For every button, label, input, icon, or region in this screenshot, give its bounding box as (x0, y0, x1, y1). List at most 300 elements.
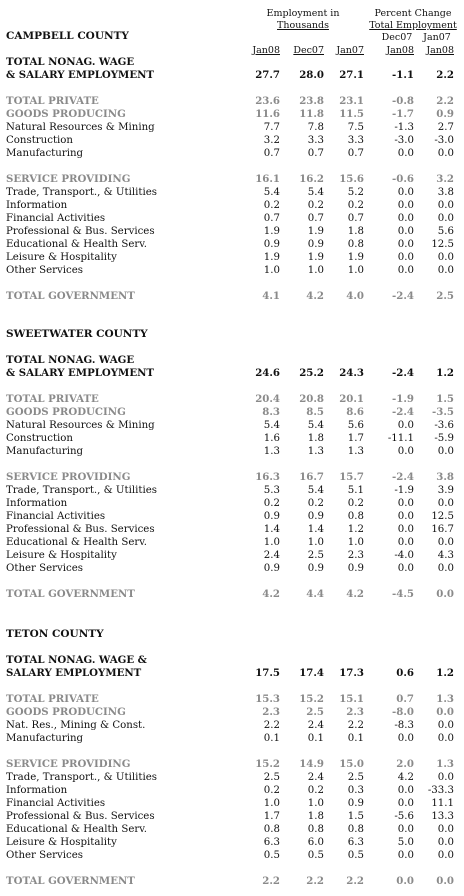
row-value: 2.4 (307, 720, 324, 731)
row-label: Educational & Health Serv. (6, 537, 148, 548)
table-row (6, 173, 456, 186)
row-label: Professional & Bus. Services (6, 524, 155, 535)
row-value: -3.0 (394, 135, 414, 146)
row-value: 5.4 (263, 187, 280, 198)
row-value: 2.7 (437, 122, 454, 133)
row-value: 0.0 (397, 200, 414, 211)
row-label: SERVICE PROVIDING (6, 471, 131, 483)
row-value: 7.7 (263, 122, 280, 133)
row-value: 7.5 (347, 122, 364, 133)
row-value: 27.1 (339, 69, 364, 81)
table-row (6, 836, 456, 849)
row-value: -8.0 (392, 706, 414, 718)
row-value: 1.9 (263, 226, 280, 237)
row-value: 0.1 (307, 733, 324, 744)
row-label: Educational & Health Serv. (6, 824, 148, 835)
row-value: 0.0 (436, 875, 454, 887)
row-value: 1.9 (347, 252, 364, 263)
row-value: 0.1 (347, 733, 364, 744)
row-label: SERVICE PROVIDING (6, 758, 131, 770)
row-value: -0.8 (392, 95, 414, 107)
row-value: 13.3 (431, 811, 454, 822)
row-value: 0.2 (347, 498, 364, 509)
row-value: 23.8 (299, 95, 324, 107)
row-value: 2.2 (347, 720, 364, 731)
row-value: 0.0 (397, 785, 414, 796)
row-value: -2.4 (392, 290, 414, 302)
table-row (6, 238, 456, 251)
row-value: 0.8 (347, 824, 364, 835)
table-row (6, 186, 456, 199)
row-value: 0.0 (397, 824, 414, 835)
row-value: -33.3 (427, 785, 454, 796)
row-value: 1.3 (436, 758, 454, 770)
row-value: 1.3 (307, 446, 324, 457)
row-value: 15.2 (255, 758, 280, 770)
row-value: 2.2 (436, 69, 454, 81)
row-label: Financial Activities (6, 798, 106, 809)
row-value: 1.3 (263, 446, 280, 457)
row-value: -2.4 (392, 367, 414, 379)
row-value: -5.9 (434, 433, 454, 444)
row-value: 2.3 (346, 706, 364, 718)
row-value: 2.4 (263, 550, 280, 561)
table-row (6, 290, 456, 303)
table-row (6, 445, 456, 458)
row-value: 2.3 (347, 550, 364, 561)
row-value: 16.1 (255, 173, 280, 185)
table-row (6, 797, 456, 810)
table-row (6, 784, 456, 797)
row-label: TOTAL GOVERNMENT (6, 875, 135, 887)
row-value: 20.8 (299, 393, 324, 405)
row-value: 0.0 (397, 524, 414, 535)
row-value: 4.2 (262, 588, 280, 600)
row-value: 1.0 (347, 265, 364, 276)
row-value: -1.1 (392, 69, 414, 81)
row-value: 5.2 (347, 187, 364, 198)
row-value: 0.0 (437, 720, 454, 731)
row-value: 0.8 (263, 824, 280, 835)
spacer-row (6, 680, 456, 693)
row-value: 1.4 (307, 524, 324, 535)
table-row (6, 588, 456, 601)
row-value: 2.3 (262, 706, 280, 718)
row-value: 1.0 (307, 537, 324, 548)
row-value: 28.0 (299, 69, 324, 81)
row-value: 6.3 (263, 837, 280, 848)
row-value: 0.7 (263, 213, 280, 224)
row-value: 1.8 (307, 433, 324, 444)
row-value: 0.6 (396, 667, 414, 679)
row-label: TOTAL PRIVATE (6, 95, 99, 107)
row-value: 0.9 (307, 511, 324, 522)
row-label: Construction (6, 433, 73, 444)
row-value: 0.0 (397, 537, 414, 548)
row-value: 8.5 (306, 406, 324, 418)
row-value: 3.8 (436, 471, 454, 483)
table-row (6, 406, 456, 419)
spacer-row (6, 862, 456, 875)
row-label: Leisure & Hospitality (6, 550, 117, 561)
percent-change-line1: Percent Change (374, 8, 452, 19)
row-value: 27.7 (255, 69, 280, 81)
table-row (6, 225, 456, 238)
row-value: 0.0 (397, 498, 414, 509)
row-value: 0.2 (263, 498, 280, 509)
row-label: Nat. Res., Mining & Const. (6, 720, 146, 731)
row-value: 0.0 (437, 563, 454, 574)
row-value: 1.6 (263, 433, 280, 444)
row-value: 5.4 (307, 187, 324, 198)
row-value: 0.0 (397, 511, 414, 522)
row-value: 4.2 (306, 290, 324, 302)
row-value: 4.2 (346, 588, 364, 600)
employment-header (258, 8, 348, 32)
row-value: 24.6 (255, 367, 280, 379)
table-row (6, 771, 456, 784)
row-value: -1.9 (392, 393, 414, 405)
col-header-jan07: Jan07 (336, 45, 364, 56)
row-label: SALARY EMPLOYMENT (6, 667, 142, 679)
table-row (6, 108, 456, 121)
row-value: 0.7 (307, 148, 324, 159)
row-label: Natural Resources & Mining (6, 122, 155, 133)
row-value: 0.7 (307, 213, 324, 224)
row-value: 0.0 (397, 265, 414, 276)
percent-change-header (366, 8, 460, 32)
row-label: TOTAL NONAG. WAGE (6, 354, 135, 366)
row-value: 0.0 (437, 213, 454, 224)
row-value: 1.9 (307, 226, 324, 237)
table-row (6, 810, 456, 823)
row-value: 3.2 (436, 173, 454, 185)
row-label: TOTAL GOVERNMENT (6, 588, 135, 600)
table-row (6, 562, 456, 575)
row-value: 0.0 (437, 265, 454, 276)
row-label: GOODS PRODUCING (6, 108, 126, 120)
row-value: 2.2 (346, 875, 364, 887)
row-label: TOTAL PRIVATE (6, 393, 99, 405)
row-value: 0.0 (437, 850, 454, 861)
row-value: 1.4 (263, 524, 280, 535)
table-row (6, 134, 456, 147)
row-value: 0.0 (437, 148, 454, 159)
row-value: 0.8 (347, 511, 364, 522)
row-value: 4.0 (346, 290, 364, 302)
row-value: 24.3 (339, 367, 364, 379)
row-value: 1.7 (263, 811, 280, 822)
row-value: 1.0 (263, 537, 280, 548)
table-row (6, 484, 456, 497)
row-value: 1.0 (307, 265, 324, 276)
row-value: 0.7 (347, 213, 364, 224)
row-value: 5.6 (437, 226, 454, 237)
row-value: 23.6 (255, 95, 280, 107)
row-label: TOTAL NONAG. WAGE & (6, 654, 147, 666)
row-value: 0.2 (307, 200, 324, 211)
row-value: 0.9 (263, 563, 280, 574)
row-value: 20.1 (339, 393, 364, 405)
table-row (6, 823, 456, 836)
row-value: 3.3 (307, 135, 324, 146)
row-label: Manufacturing (6, 733, 84, 744)
row-value: 1.0 (263, 798, 280, 809)
row-value: -8.3 (394, 720, 414, 731)
col-header-pct-jan08-b: Jan08 (426, 45, 454, 56)
row-value: 6.3 (347, 837, 364, 848)
row-label: Educational & Health Serv. (6, 239, 148, 250)
row-value: 0.9 (436, 108, 454, 120)
row-value: 0.9 (263, 239, 280, 250)
county-title: SWEETWATER COUNTY (6, 328, 148, 340)
table-row (6, 264, 456, 277)
row-label: Information (6, 498, 68, 509)
employment-header-line2: Thousands (277, 20, 329, 31)
row-value: 12.5 (431, 511, 454, 522)
row-value: 0.2 (307, 498, 324, 509)
row-value: 0.0 (437, 498, 454, 509)
row-value: 7.8 (307, 122, 324, 133)
row-value: -0.6 (392, 173, 414, 185)
row-value: 0.9 (347, 798, 364, 809)
row-value: 12.5 (431, 239, 454, 250)
row-value: -2.4 (392, 471, 414, 483)
row-value: 5.1 (347, 485, 364, 496)
row-value: 0.0 (397, 733, 414, 744)
row-value: 2.4 (307, 772, 324, 783)
row-value: -1.3 (394, 122, 414, 133)
row-value: 0.0 (397, 798, 414, 809)
row-label: Natural Resources & Mining (6, 420, 155, 431)
row-label: Other Services (6, 265, 83, 276)
row-value: -3.5 (432, 406, 454, 418)
spacer-row (6, 82, 456, 95)
row-value: -3.0 (434, 135, 454, 146)
row-value: 0.2 (307, 785, 324, 796)
col-header-pct-jan08-a: Jan08 (386, 45, 414, 56)
row-value: 3.9 (437, 485, 454, 496)
row-value: 0.5 (307, 850, 324, 861)
row-value: 4.4 (306, 588, 324, 600)
table-row (6, 367, 456, 380)
county-title: TETON COUNTY (6, 628, 104, 640)
row-value: 0.0 (397, 252, 414, 263)
row-value: 2.2 (436, 95, 454, 107)
row-value: 1.3 (436, 693, 454, 705)
row-value: 0.0 (437, 733, 454, 744)
row-value: 0.0 (437, 446, 454, 457)
row-value: 15.1 (339, 693, 364, 705)
row-label: Other Services (6, 850, 83, 861)
table-row (6, 354, 456, 367)
row-value: 0.7 (347, 148, 364, 159)
table-row (6, 536, 456, 549)
row-label: Trade, Transport., & Utilities (6, 772, 157, 783)
row-label: TOTAL GOVERNMENT (6, 290, 135, 302)
row-value: 2.5 (306, 706, 324, 718)
row-label: & SALARY EMPLOYMENT (6, 69, 154, 81)
row-value: -1.9 (394, 485, 414, 496)
percent-change-line2: Total Employment (369, 20, 457, 31)
row-value: 0.9 (307, 239, 324, 250)
table-row (6, 419, 456, 432)
row-value: 0.5 (263, 850, 280, 861)
row-value: 17.3 (339, 667, 364, 679)
row-value: 0.0 (437, 837, 454, 848)
row-value: 2.5 (436, 290, 454, 302)
row-label: SERVICE PROVIDING (6, 173, 131, 185)
row-value: 16.7 (431, 524, 454, 535)
county-title: CAMPBELL COUNTY (6, 30, 129, 42)
row-value: 11.8 (299, 108, 324, 120)
row-value: 17.4 (299, 667, 324, 679)
row-value: 15.7 (339, 471, 364, 483)
table-row (6, 147, 456, 160)
row-value: 0.0 (397, 226, 414, 237)
spacer-row (6, 745, 456, 758)
row-value: 0.0 (397, 420, 414, 431)
row-label: Manufacturing (6, 446, 84, 457)
table-row (6, 121, 456, 134)
row-value: 11.6 (255, 108, 280, 120)
row-value: 1.9 (307, 252, 324, 263)
table-row (6, 251, 456, 264)
row-value: 2.2 (263, 720, 280, 731)
row-label: Construction (6, 135, 73, 146)
table-row (6, 56, 456, 69)
row-value: 5.0 (397, 837, 414, 848)
table-row (6, 212, 456, 225)
row-value: 15.2 (299, 693, 324, 705)
row-value: 0.0 (436, 706, 454, 718)
spacer-row (6, 575, 456, 588)
row-value: 0.8 (347, 239, 364, 250)
row-value: 1.8 (347, 226, 364, 237)
row-value: 3.8 (437, 187, 454, 198)
table-row (6, 706, 456, 719)
row-value: 16.3 (255, 471, 280, 483)
row-value: 16.7 (299, 471, 324, 483)
row-label: Leisure & Hospitality (6, 837, 117, 848)
row-value: 0.2 (263, 200, 280, 211)
employment-header-line1: Employment in (266, 8, 340, 19)
row-value: -2.4 (392, 406, 414, 418)
row-value: 2.2 (306, 875, 324, 887)
row-value: 0.0 (397, 213, 414, 224)
row-value: 0.0 (437, 537, 454, 548)
row-label: & SALARY EMPLOYMENT (6, 367, 154, 379)
row-value: 0.9 (307, 563, 324, 574)
table-row (6, 510, 456, 523)
table-row (6, 719, 456, 732)
row-label: Financial Activities (6, 511, 106, 522)
col-header-jan08: Jan08 (252, 45, 280, 56)
row-value: 0.0 (436, 588, 454, 600)
row-value: 1.7 (347, 433, 364, 444)
row-value: 25.2 (299, 367, 324, 379)
row-label: GOODS PRODUCING (6, 406, 126, 418)
row-value: 1.5 (347, 811, 364, 822)
row-value: 0.0 (437, 252, 454, 263)
row-label: Information (6, 785, 68, 796)
row-value: 0.0 (397, 148, 414, 159)
row-value: 4.2 (397, 772, 414, 783)
row-value: 2.5 (263, 772, 280, 783)
row-value: 0.0 (437, 824, 454, 835)
spacer-row (6, 277, 456, 290)
row-value: 6.0 (307, 837, 324, 848)
row-value: 17.5 (255, 667, 280, 679)
row-value: 11.5 (339, 108, 364, 120)
row-value: 5.4 (307, 420, 324, 431)
row-value: 0.0 (437, 772, 454, 783)
row-value: 0.9 (263, 511, 280, 522)
spacer-row (6, 380, 456, 393)
table-row (6, 758, 456, 771)
row-value: 4.3 (437, 550, 454, 561)
row-value: 2.2 (262, 875, 280, 887)
table-row (6, 497, 456, 510)
table-row (6, 393, 456, 406)
spacer-row (6, 458, 456, 471)
row-value: 1.3 (347, 446, 364, 457)
table-row (6, 523, 456, 536)
row-value: 1.0 (347, 537, 364, 548)
row-value: 8.6 (346, 406, 364, 418)
row-value: 0.0 (397, 239, 414, 250)
table-row (6, 732, 456, 745)
row-value: 0.8 (307, 824, 324, 835)
row-value: 20.4 (255, 393, 280, 405)
row-value: 0.7 (263, 148, 280, 159)
table-row (6, 199, 456, 212)
row-value: 5.6 (347, 420, 364, 431)
row-value: 0.5 (347, 850, 364, 861)
row-label: Information (6, 200, 68, 211)
row-value: 1.2 (436, 667, 454, 679)
row-label: TOTAL NONAG. WAGE (6, 56, 135, 68)
row-value: -3.6 (434, 420, 454, 431)
row-value: 0.0 (397, 446, 414, 457)
row-label: TOTAL PRIVATE (6, 693, 99, 705)
row-value: 0.2 (347, 200, 364, 211)
row-value: 0.2 (263, 785, 280, 796)
row-value: 2.5 (307, 550, 324, 561)
table-row (6, 667, 456, 680)
row-value: 0.0 (397, 187, 414, 198)
row-value: 3.2 (263, 135, 280, 146)
row-value: 0.9 (347, 563, 364, 574)
row-value: 5.3 (263, 485, 280, 496)
row-value: 0.1 (263, 733, 280, 744)
row-value: 15.0 (339, 758, 364, 770)
row-value: 2.5 (347, 772, 364, 783)
row-value: 1.0 (307, 798, 324, 809)
row-value: -4.0 (394, 550, 414, 561)
row-value: 14.9 (299, 758, 324, 770)
row-value: 5.4 (263, 420, 280, 431)
pct-subheader-jan07: Jan07 (423, 32, 451, 43)
row-value: 1.2 (436, 367, 454, 379)
row-value: 15.6 (339, 173, 364, 185)
row-label: Leisure & Hospitality (6, 252, 117, 263)
row-label: Trade, Transport., & Utilities (6, 485, 157, 496)
row-value: -4.5 (392, 588, 414, 600)
row-value: 2.0 (396, 758, 414, 770)
table-row (6, 654, 456, 667)
row-value: 1.9 (263, 252, 280, 263)
